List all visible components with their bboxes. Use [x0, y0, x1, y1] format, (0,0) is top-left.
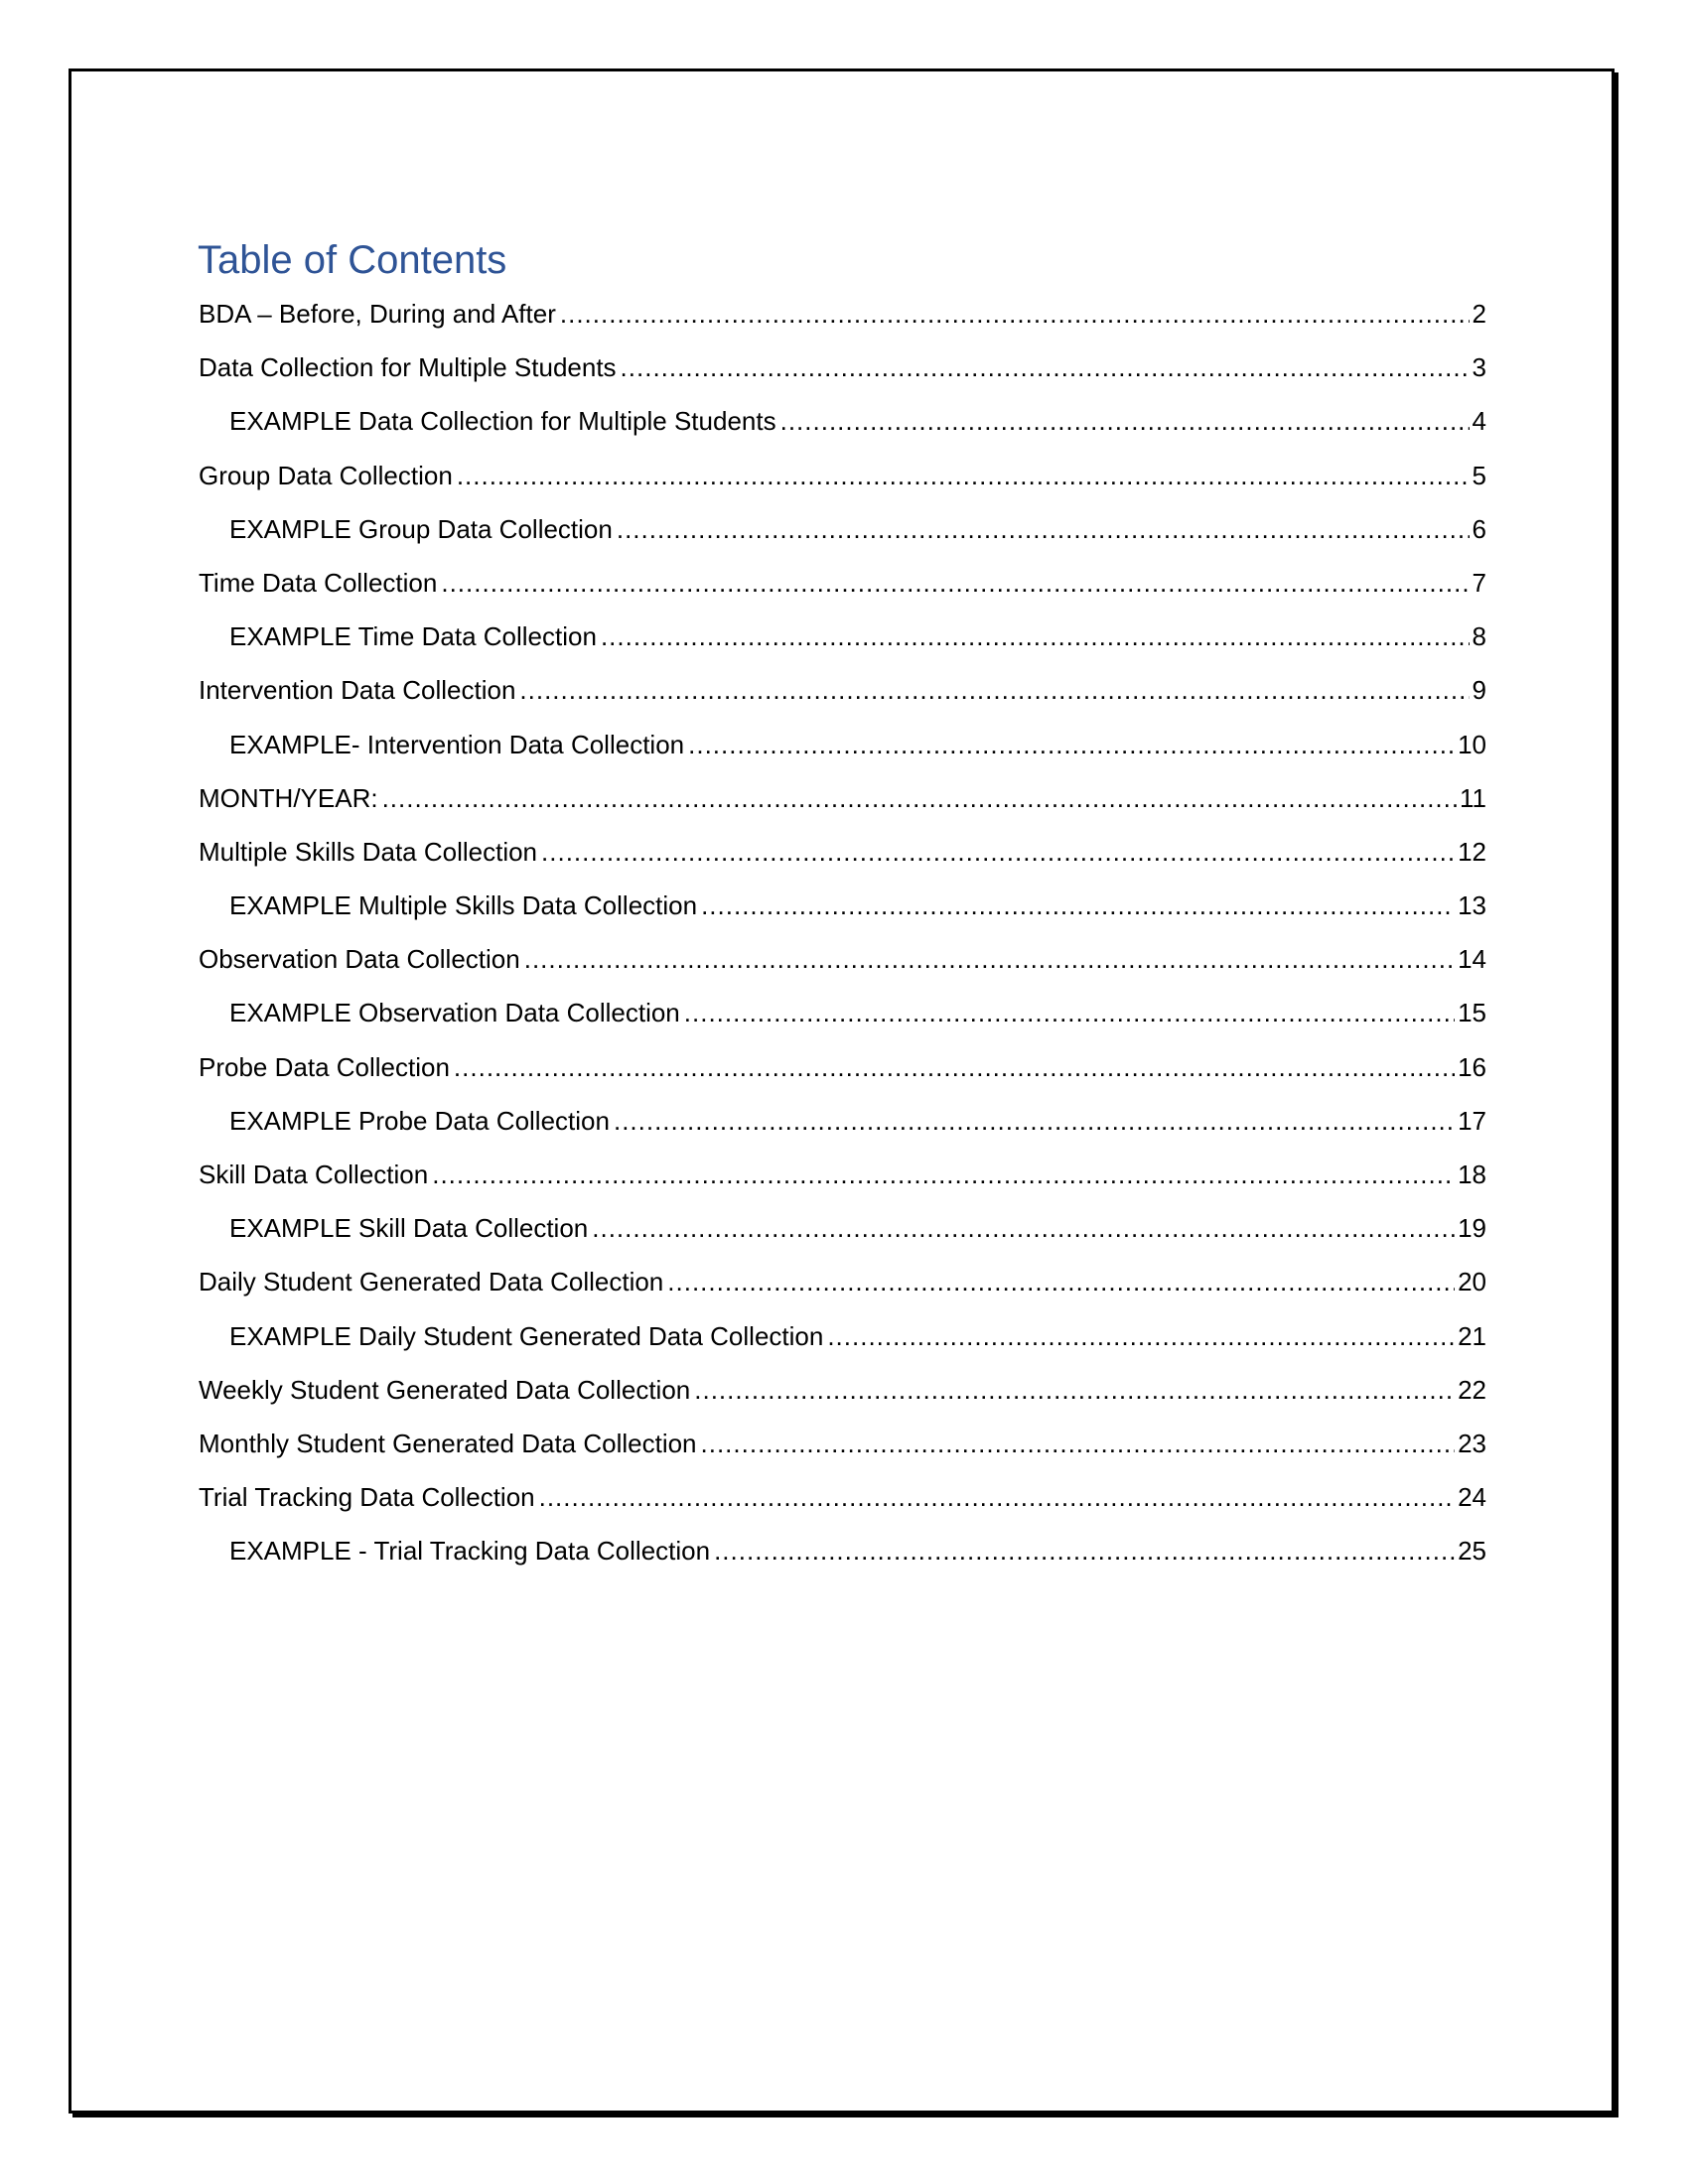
toc-entry[interactable] [199, 1470, 1486, 1524]
toc-entry[interactable] [199, 932, 1486, 986]
dot-leader [382, 771, 1457, 825]
dot-leader [684, 986, 1455, 1039]
toc-heading: Table of Contents [198, 238, 507, 282]
toc-entry-title[interactable]: Intervention Data Collection [199, 675, 516, 706]
toc-entry-page-number[interactable]: 16 [1458, 1051, 1486, 1082]
toc-entry-title[interactable]: MONTH/YEAR: [199, 782, 378, 813]
toc-entry[interactable] [199, 1309, 1486, 1363]
toc-entry[interactable] [199, 1148, 1486, 1201]
toc-entry-title[interactable]: Trial Tracking Data Collection [199, 1482, 535, 1513]
toc-entry[interactable] [199, 1417, 1486, 1470]
dot-leader [621, 341, 1470, 394]
toc-entry[interactable] [199, 879, 1486, 932]
toc-entry[interactable] [199, 771, 1486, 825]
dot-leader [457, 449, 1470, 502]
dot-leader [827, 1309, 1455, 1363]
toc-entry-page-number[interactable]: 20 [1458, 1267, 1486, 1297]
toc-entry-page-number[interactable]: 10 [1458, 729, 1486, 759]
dot-leader [539, 1470, 1455, 1524]
toc-entry[interactable] [199, 663, 1486, 717]
dot-leader [714, 1524, 1455, 1577]
toc-entry-page-number[interactable]: 6 [1472, 513, 1486, 544]
toc-entry[interactable] [199, 502, 1486, 556]
toc-entry[interactable] [199, 986, 1486, 1039]
toc-entry-title[interactable]: EXAMPLE Probe Data Collection [229, 1105, 610, 1136]
toc-entry[interactable] [199, 610, 1486, 663]
toc-entry[interactable] [199, 1255, 1486, 1308]
toc-entry-title[interactable]: Time Data Collection [199, 567, 438, 598]
toc-entry-page-number[interactable]: 4 [1472, 406, 1486, 437]
toc-entry-page-number[interactable]: 12 [1458, 836, 1486, 867]
toc-entry-title[interactable]: Observation Data Collection [199, 944, 520, 975]
toc-entry-page-number[interactable]: 9 [1472, 675, 1486, 706]
toc-entry-title[interactable]: Multiple Skills Data Collection [199, 836, 538, 867]
dot-leader [667, 1255, 1455, 1308]
toc-entry-page-number[interactable]: 19 [1458, 1213, 1486, 1244]
dot-leader [694, 1363, 1455, 1417]
toc-entry-title[interactable]: Weekly Student Generated Data Collection [199, 1374, 691, 1405]
toc-entry-page-number[interactable]: 7 [1472, 567, 1486, 598]
toc-entry-page-number[interactable]: 11 [1460, 782, 1486, 813]
toc-entry-title[interactable]: BDA – Before, During and After [199, 299, 556, 329]
toc-entry-page-number[interactable]: 3 [1472, 352, 1486, 383]
toc-entry-page-number[interactable]: 21 [1458, 1320, 1486, 1351]
toc-entry-page-number[interactable]: 13 [1458, 890, 1486, 921]
toc-entry-title[interactable]: EXAMPLE Skill Data Collection [229, 1213, 589, 1244]
toc-entry-title[interactable]: EXAMPLE Daily Student Generated Data Collection [229, 1320, 824, 1351]
toc-entry-title[interactable]: Group Data Collection [199, 460, 453, 490]
toc-entry-title[interactable]: Daily Student Generated Data Collection [199, 1267, 664, 1297]
toc-entry-page-number[interactable]: 24 [1458, 1482, 1486, 1513]
toc-entry-title[interactable]: EXAMPLE- Intervention Data Collection [229, 729, 685, 759]
dot-leader [541, 825, 1455, 879]
toc-entry-title[interactable]: EXAMPLE Observation Data Collection [229, 998, 680, 1028]
toc-entry[interactable] [199, 1363, 1486, 1417]
toc-entry-title[interactable]: EXAMPLE Time Data Collection [229, 621, 597, 652]
toc-entry[interactable] [199, 1201, 1486, 1255]
dot-leader [688, 718, 1455, 771]
dot-leader [780, 394, 1470, 448]
toc-entry-page-number[interactable]: 18 [1458, 1160, 1486, 1189]
dot-leader [432, 1148, 1455, 1201]
dot-leader [701, 1417, 1456, 1470]
dot-leader [454, 1040, 1455, 1094]
toc-entry-title[interactable]: Skill Data Collection [199, 1160, 429, 1189]
toc-entry[interactable] [199, 556, 1486, 610]
toc-entry[interactable] [199, 1524, 1486, 1577]
toc-entry-title[interactable]: Monthly Student Generated Data Collection [199, 1428, 697, 1458]
toc-entry-title[interactable]: EXAMPLE - Trial Tracking Data Collection [229, 1536, 711, 1567]
toc-entry-title[interactable]: Data Collection for Multiple Students [199, 352, 617, 383]
dot-leader [592, 1201, 1455, 1255]
toc-entry[interactable] [199, 1040, 1486, 1094]
dot-leader [519, 663, 1469, 717]
toc-entry-title[interactable]: EXAMPLE Group Data Collection [229, 513, 613, 544]
dot-leader [601, 610, 1470, 663]
toc-entry-page-number[interactable]: 14 [1458, 944, 1486, 975]
toc-entry-page-number[interactable]: 17 [1458, 1105, 1486, 1136]
toc-entry[interactable] [199, 394, 1486, 448]
dot-leader [617, 502, 1470, 556]
toc-entry[interactable] [199, 1094, 1486, 1148]
toc-entry-title[interactable]: EXAMPLE Multiple Skills Data Collection [229, 890, 698, 921]
toc-entry-page-number[interactable]: 5 [1472, 460, 1486, 490]
dot-leader [614, 1094, 1455, 1148]
toc-entry-page-number[interactable]: 22 [1458, 1374, 1486, 1405]
toc-entry[interactable] [199, 825, 1486, 879]
toc-entry-title[interactable]: EXAMPLE Data Collection for Multiple Students [229, 406, 776, 437]
toc-entry[interactable] [199, 718, 1486, 771]
toc-entry[interactable] [199, 341, 1486, 394]
toc-list [199, 287, 1486, 1578]
dot-leader [524, 932, 1455, 986]
dot-leader [560, 287, 1470, 341]
toc-entry-page-number[interactable]: 8 [1472, 621, 1486, 652]
toc-entry-title[interactable]: Probe Data Collection [199, 1051, 450, 1082]
toc-entry[interactable] [199, 287, 1486, 341]
toc-entry[interactable] [199, 449, 1486, 502]
dot-leader [701, 879, 1455, 932]
toc-entry-page-number[interactable]: 23 [1458, 1428, 1486, 1458]
toc-entry-page-number[interactable]: 2 [1472, 299, 1486, 329]
toc-entry-page-number[interactable]: 15 [1458, 998, 1486, 1028]
toc-entry-page-number[interactable]: 25 [1458, 1536, 1486, 1567]
dot-leader [441, 556, 1469, 610]
